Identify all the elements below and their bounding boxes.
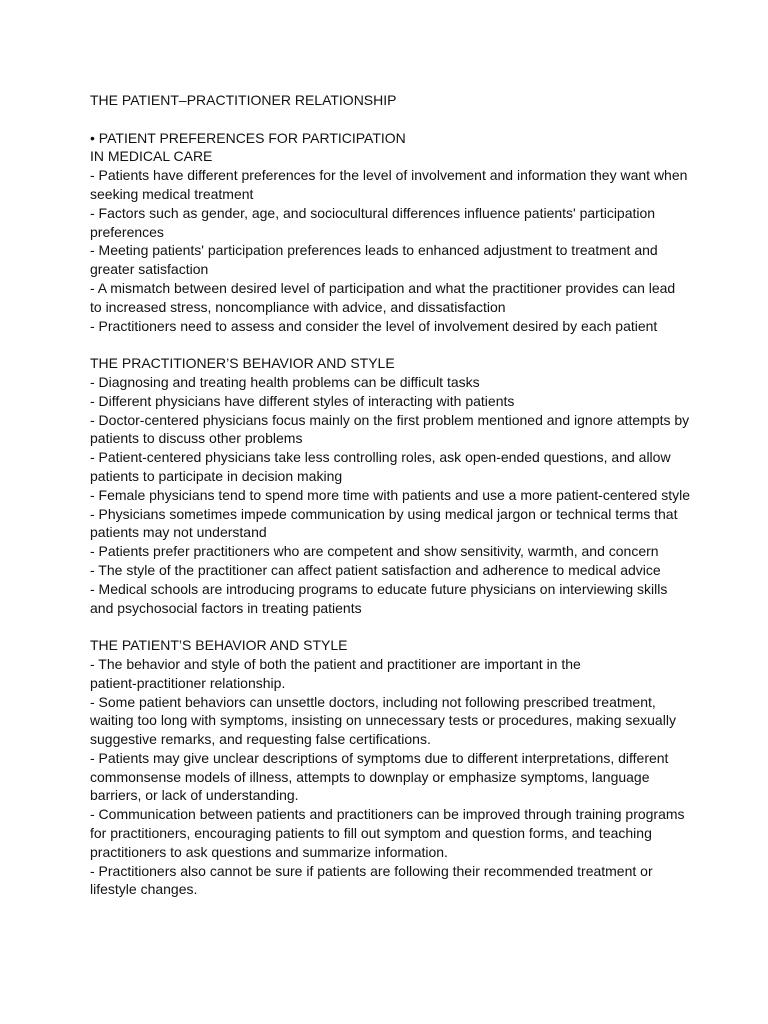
bullet-item: - Patients prefer practitioners who are competent and show sensitivity, warmth, and concern bbox=[90, 543, 659, 560]
bullet-item: - The behavior and style of both the patient and practitioner are important in the patient-practitioner relationship. bbox=[90, 655, 581, 691]
bullet-item: - Practitioners also cannot be sure if patients are following their recommended treatment or lifestyle changes. bbox=[90, 862, 653, 898]
spacer bbox=[90, 335, 690, 354]
bullet-item: - Communication between patients and practitioners can be improved through training programs for practitioners, encouraging patients to fill out symptom and question forms, and teaching practitioners to ask questions and summarize information. bbox=[90, 806, 685, 860]
section-heading-participation-line1: • PATIENT PREFERENCES FOR PARTICIPATION bbox=[90, 129, 406, 146]
bullet-item: - Some patient behaviors can unsettle doctors, including not following prescribed treatment, waiting too long with symptoms, insisting on unnecessary tests or procedures, making sexually suggestive remarks, and requesting false certifications. bbox=[90, 693, 676, 748]
bullet-item: - Patients have different preferences for the level of involvement and information they want when seeking medical treatment bbox=[90, 167, 688, 202]
bullet-item: - A mismatch between desired level of participation and what the practitioner provides can lead to increased stress, noncompliance with advice, and dissatisfaction bbox=[90, 279, 676, 315]
section-heading-practitioner: THE PRACTITIONER’S BEHAVIOR AND STYLE bbox=[90, 355, 395, 372]
spacer bbox=[90, 617, 690, 636]
bullet-item: - Different physicians have different styles of interacting with patients bbox=[90, 392, 515, 409]
section-heading-participation-line2: IN MEDICAL CARE bbox=[90, 148, 213, 165]
bullet-item: - Patients may give unclear descriptions of symptoms due to different interpretations, different commonsense models of illness, attempts to downplay or emphasize symptoms, language barriers, or lack of understanding. bbox=[90, 749, 669, 804]
bullet-item: - Patient-centered physicians take less controlling roles, ask open-ended questions, and allow patients to participate in decision making bbox=[90, 449, 671, 484]
bullet-item: - Female physicians tend to spend more time with patients and use a more patient-centered style bbox=[90, 486, 690, 503]
spacer bbox=[90, 110, 690, 129]
document-page bbox=[90, 91, 690, 899]
bullet-item: - The style of the practitioner can affect patient satisfaction and adherence to medical advice bbox=[90, 561, 661, 578]
bullet-item: - Medical schools are introducing programs to educate future physicians on interviewing skills and psychosocial factors in treating patients bbox=[90, 580, 668, 616]
bullet-item: - Factors such as gender, age, and sociocultural differences influence patients' participation preferences bbox=[90, 204, 656, 240]
document-title: THE PATIENT–PRACTITIONER RELATIONSHIP bbox=[90, 92, 397, 108]
section-heading-patient: THE PATIENT’S BEHAVIOR AND STYLE bbox=[90, 637, 348, 654]
bullet-item: - Meeting patients' participation preferences leads to enhanced adjustment to treatment and greater satisfaction bbox=[90, 242, 658, 278]
bullet-item: - Physicians sometimes impede communication by using medical jargon or technical terms that patients may not understand bbox=[90, 505, 678, 541]
bullet-item: - Diagnosing and treating health problems can be difficult tasks bbox=[90, 373, 480, 390]
bullet-item: - Practitioners need to assess and consider the level of involvement desired by each patient bbox=[90, 317, 658, 334]
bullet-item: - Doctor-centered physicians focus mainly on the first problem mentioned and ignore attempts by patients to discuss other problems bbox=[90, 411, 690, 447]
